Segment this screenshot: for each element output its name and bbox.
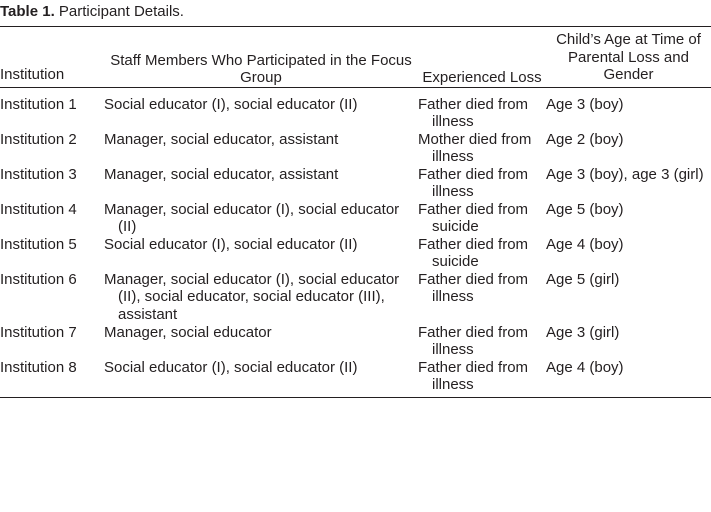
table-row	[0, 166, 711, 201]
header-institution: Institution	[0, 66, 65, 83]
header-row	[0, 27, 711, 88]
cell-staff: Manager, social educator (I), social educator (II), social educator, social educator (III), assistant	[104, 270, 400, 323]
table-row	[0, 324, 711, 359]
header-child-age: Child’s Age at Time of Parental Loss and Gender	[556, 31, 701, 83]
cell-staff: Manager, social educator, assistant	[104, 130, 339, 148]
table-row	[0, 131, 711, 166]
cell-institution: Institution 3	[0, 165, 77, 183]
cell-institution: Institution 8	[0, 358, 77, 376]
header-staff: Staff Members Who Participated in the Focus Group	[110, 51, 412, 86]
caption-text: Participant Details.	[58, 3, 184, 20]
table-row	[0, 359, 711, 398]
cell-loss: Father died from illness	[418, 270, 529, 305]
cell-staff: Manager, social educator, assistant	[104, 165, 339, 183]
cell-staff: Manager, social educator (I), social educator (II)	[104, 200, 400, 235]
cell-child-age: Age 4 (boy)	[546, 235, 624, 253]
cell-staff: Social educator (I), social educator (II)	[104, 235, 358, 253]
cell-loss: Mother died from illness	[418, 130, 532, 165]
cell-staff: Manager, social educator	[104, 323, 272, 341]
cell-child-age: Age 3 (boy)	[546, 95, 624, 113]
cell-institution: Institution 6	[0, 270, 77, 288]
cell-institution: Institution 4	[0, 200, 77, 218]
cell-institution: Institution 5	[0, 235, 77, 253]
table-row	[0, 236, 711, 271]
cell-child-age: Age 3 (boy), age 3 (girl)	[546, 165, 704, 183]
cell-loss: Father died from suicide	[418, 200, 529, 235]
cell-loss: Father died from illness	[418, 323, 529, 358]
table-row	[0, 271, 711, 324]
cell-staff: Social educator (I), social educator (II)	[104, 95, 358, 113]
table-row	[0, 201, 711, 236]
cell-institution: Institution 7	[0, 323, 77, 341]
cell-loss: Father died from illness	[418, 95, 529, 130]
cell-child-age: Age 4 (boy)	[546, 358, 624, 376]
cell-child-age: Age 5 (boy)	[546, 200, 624, 218]
cell-loss: Father died from suicide	[418, 235, 529, 270]
cell-child-age: Age 2 (boy)	[546, 130, 624, 148]
cell-institution: Institution 2	[0, 130, 77, 148]
cell-institution: Institution 1	[0, 95, 77, 113]
table-row	[0, 87, 711, 131]
caption-label: Table 1.	[0, 3, 55, 20]
cell-child-age: Age 3 (girl)	[546, 323, 620, 341]
table-caption	[0, 3, 184, 20]
participant-details-table	[0, 26, 711, 398]
header-loss: Experienced Loss	[422, 69, 542, 86]
cell-child-age: Age 5 (girl)	[546, 270, 620, 288]
cell-loss: Father died from illness	[418, 165, 529, 200]
cell-loss: Father died from illness	[418, 358, 529, 393]
cell-staff: Social educator (I), social educator (II)	[104, 358, 358, 376]
